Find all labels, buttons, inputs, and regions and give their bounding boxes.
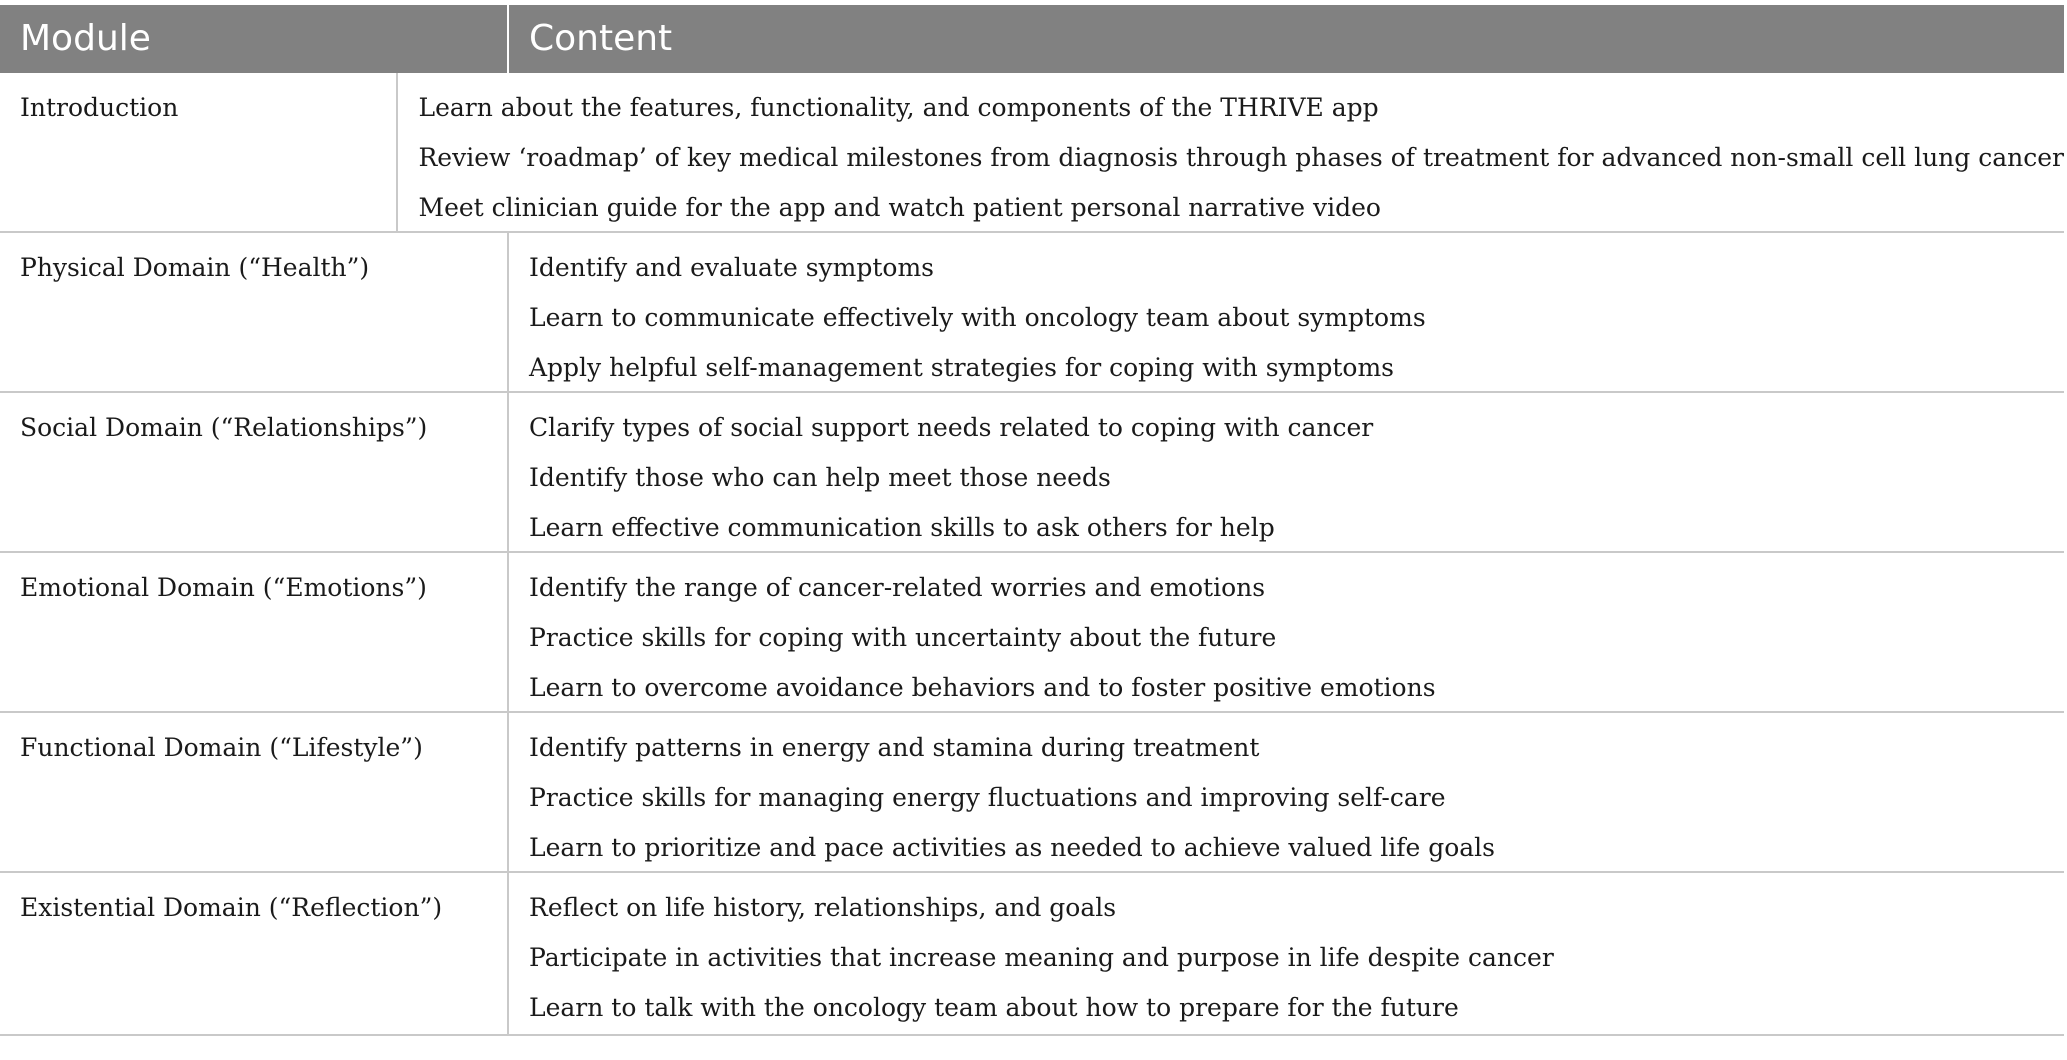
module-cell: Introduction [0, 73, 398, 231]
module-cell: Emotional Domain (“Emotions”) [0, 553, 509, 711]
content-cell [398, 73, 2064, 231]
header-module: Module [0, 5, 509, 73]
module-cell: Social Domain (“Relationships”) [0, 393, 509, 551]
table-row [0, 393, 2064, 553]
content-cell [509, 393, 2064, 551]
content-cell [509, 873, 2064, 1034]
table-body [0, 73, 2064, 1036]
content-line: Practice skills for coping with uncertainty about the future [529, 623, 1277, 652]
content-line: Identify the range of cancer-related worries and emotions [529, 573, 1266, 602]
content-line: Identify and evaluate symptoms [529, 253, 935, 282]
content-cell [509, 233, 2064, 391]
content-line: Review ‘roadmap’ of key medical milestones from diagnosis through phases of treatment for advanced non-small cell lung cancer [418, 143, 2064, 172]
content-line: Learn effective communication skills to ask others for help [529, 513, 1275, 542]
header-content: Content [529, 18, 673, 59]
content-line: Clarify types of social support needs related to coping with cancer [529, 413, 1374, 442]
table-row [0, 553, 2064, 713]
module-cell: Existential Domain (“Reflection”) [0, 873, 509, 1034]
content-line: Learn to prioritize and pace activities as needed to achieve valued life goals [529, 833, 1496, 862]
module-cell: Functional Domain (“Lifestyle”) [0, 713, 509, 871]
content-line: Practice skills for managing energy fluctuations and improving self-care [529, 783, 1446, 812]
content-line: Apply helpful self-management strategies for coping with symptoms [529, 353, 1394, 382]
content-line: Participate in activities that increase meaning and purpose in life despite cancer [529, 943, 1554, 972]
content-line: Learn about the features, functionality, and components of the THRIVE app [418, 93, 1379, 122]
table-header [0, 5, 2064, 73]
table-row [0, 873, 2064, 1036]
content-line: Identify patterns in energy and stamina during treatment [529, 733, 1260, 762]
table-row [0, 233, 2064, 393]
content-line: Identify those who can help meet those needs [529, 463, 1111, 492]
module-cell: Physical Domain (“Health”) [0, 233, 509, 391]
content-line: Reflect on life history, relationships, and goals [529, 893, 1117, 922]
content-line: Learn to overcome avoidance behaviors and to foster positive emotions [529, 673, 1436, 702]
modules-table [0, 5, 2064, 1036]
table-row [0, 713, 2064, 873]
content-cell [509, 553, 2064, 711]
content-line: Learn to communicate effectively with oncology team about symptoms [529, 303, 1426, 332]
content-line: Learn to talk with the oncology team about how to prepare for the future [529, 993, 1459, 1022]
content-line: Meet clinician guide for the app and watch patient personal narrative video [418, 193, 1381, 222]
table-row [0, 73, 2064, 233]
content-cell [509, 713, 2064, 871]
